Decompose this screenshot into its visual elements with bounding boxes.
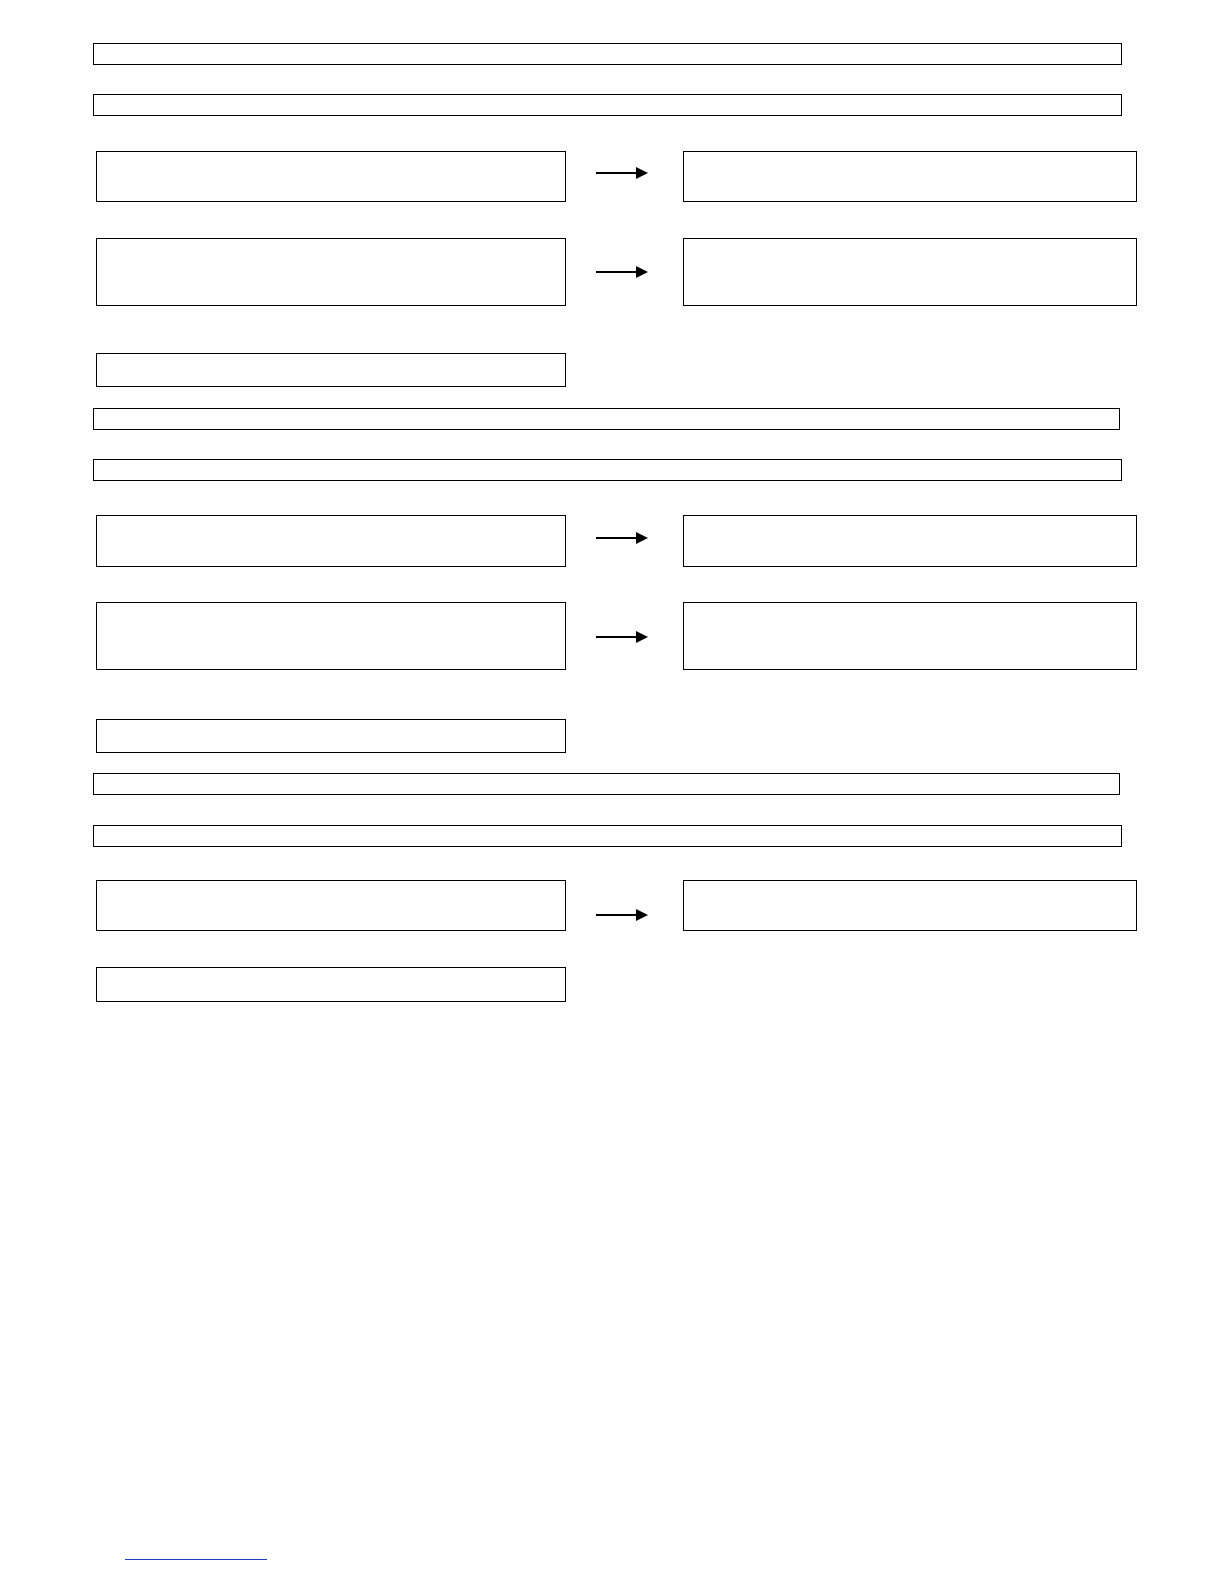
section-3-result-box [96,967,566,1002]
section-1-row-1-left-box [96,151,566,202]
section-1-row-2-right-box [683,238,1137,306]
section-1-row-2-left-box [96,238,566,306]
section-1-row-1-right-box [683,151,1137,202]
section-2-row-1-left-box [96,515,566,567]
section-3-header-box [93,773,1120,795]
section-2-row-2-right-box [683,602,1137,670]
section-2-result-box [96,719,566,753]
section-1-result-box [96,353,566,387]
right-arrow-icon [596,265,650,279]
section-2-header-box [93,408,1120,430]
right-arrow-icon [596,630,650,644]
section-2-subheader-box [93,459,1122,481]
right-arrow-icon [596,166,650,180]
right-arrow-icon [596,531,650,545]
footnote-separator [125,1559,267,1560]
section-3-row-1-left-box [96,880,566,931]
section-2-row-2-left-box [96,602,566,670]
section-2-row-1-right-box [683,515,1137,567]
right-arrow-icon [596,908,650,922]
section-3-row-1-right-box [683,880,1137,931]
section-1-header-box [93,43,1122,65]
section-3-subheader-box [93,825,1122,847]
section-1-subheader-box [93,94,1122,116]
